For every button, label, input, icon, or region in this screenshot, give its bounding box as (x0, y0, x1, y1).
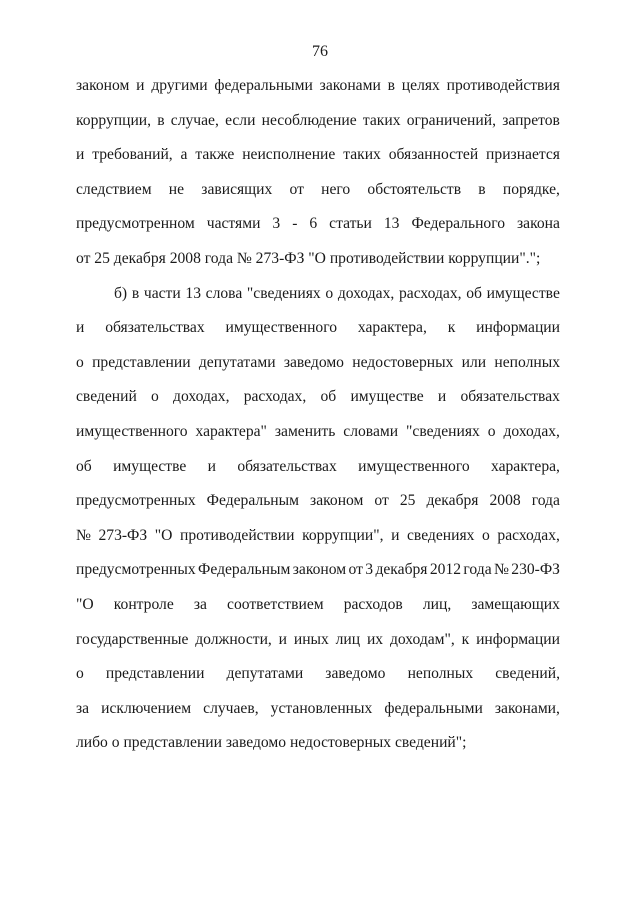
word: сведений, (495, 665, 560, 683)
text-line (76, 380, 560, 415)
word: об (320, 388, 337, 406)
word: б) (114, 284, 128, 302)
word: имуществе (350, 388, 424, 406)
word: о (325, 284, 334, 302)
word: депутатами (198, 353, 276, 371)
word: несоблюдение (261, 111, 357, 129)
word: 3 (365, 561, 374, 579)
word: и (391, 526, 400, 544)
word: представлении (92, 353, 191, 371)
word: ограничений, (406, 111, 496, 129)
word: сведениях (407, 526, 475, 544)
text-line (76, 692, 560, 727)
text-line (76, 484, 560, 519)
text-line (76, 138, 560, 173)
word: предусмотренном (76, 215, 195, 233)
word: и (76, 146, 85, 164)
text-line: либо о представлении заведомо недостоверных сведений"; (76, 734, 467, 752)
word: 2012 (429, 561, 462, 579)
text-line (76, 207, 560, 242)
word: доходах, (337, 284, 395, 302)
word: законами, (494, 699, 560, 717)
word: противодействии (179, 526, 295, 544)
word: об (76, 457, 92, 475)
word: установленных (270, 699, 373, 717)
word: характера" (195, 422, 267, 440)
word: случаев, (203, 699, 259, 717)
word: исключением (101, 699, 192, 717)
word: закона (517, 215, 560, 233)
page-number: 76 (312, 43, 328, 60)
word: и (136, 77, 145, 94)
word: законами (319, 77, 381, 94)
word: расходах, (243, 388, 307, 406)
word: об (466, 284, 482, 302)
word: 6 (309, 215, 318, 233)
word: Федеральным (206, 492, 300, 510)
word: не (168, 180, 185, 198)
word: доходам", (389, 630, 455, 648)
word: имуществе (486, 284, 560, 302)
word: предусмотренных (76, 561, 196, 579)
text-line (76, 415, 560, 450)
word: а (180, 146, 188, 164)
text-line (76, 588, 560, 623)
word: части (143, 284, 181, 302)
text-line (76, 104, 560, 139)
word: неполных (494, 353, 560, 371)
word: противодействия (446, 77, 560, 94)
word: замещающих (471, 595, 560, 613)
word: года (531, 492, 560, 510)
word: федеральными (214, 77, 313, 94)
word: соответствием (227, 595, 324, 613)
word: федеральными (384, 699, 483, 717)
word: "сведениях (246, 284, 321, 302)
word: лиц, (422, 595, 452, 613)
word: обстоятельств (367, 180, 462, 198)
word: их (366, 630, 384, 648)
word: о (76, 665, 84, 683)
text-line (76, 623, 560, 658)
word: обязательствах (237, 457, 337, 475)
word: за (76, 699, 90, 717)
word: и (278, 630, 288, 648)
word: государственные (76, 630, 189, 648)
word: заведомо (283, 353, 344, 371)
word: о (76, 353, 84, 371)
word: случае, (170, 111, 219, 129)
text-line (76, 346, 560, 381)
word: имущественного (76, 422, 188, 440)
word: № (494, 561, 509, 579)
word: в (387, 77, 395, 94)
word: № (76, 526, 91, 544)
text-line (76, 519, 560, 554)
word: недостоверных (352, 353, 454, 371)
word: также (195, 146, 235, 164)
word: запретов (502, 111, 560, 129)
word: обязательствах (460, 388, 560, 406)
word: имуществе (113, 457, 187, 475)
word: в (478, 180, 486, 198)
word: целях (401, 77, 440, 94)
word: или (461, 353, 487, 371)
word: законом (292, 561, 347, 579)
word: обязанностей (388, 146, 479, 164)
text-line (76, 311, 560, 346)
word: порядке, (502, 180, 560, 198)
word: 25 (399, 492, 416, 510)
text-line (76, 277, 560, 312)
word: 273-ФЗ (98, 526, 148, 544)
word: расходах, (497, 526, 560, 544)
word: сведений (76, 388, 137, 406)
word: 13 (383, 215, 400, 233)
word: таких (362, 111, 401, 129)
word: "О (76, 595, 94, 613)
word: неполных (407, 665, 474, 683)
word: частями (206, 215, 261, 233)
word: заведомо (325, 665, 386, 683)
word: зависящих (201, 180, 273, 198)
word: в (131, 284, 140, 302)
word: о (482, 526, 490, 544)
word: 13 (185, 284, 201, 302)
word: Федеральным (198, 561, 291, 579)
word: неисполнение (242, 146, 336, 164)
word: - (292, 215, 298, 233)
word: имущественного (225, 319, 338, 337)
word: имущественного (358, 457, 470, 475)
word: обязательствах (105, 319, 205, 337)
text-line: от 25 декабря 2008 года № 273-ФЗ "О противодействии коррупции"."; (76, 249, 541, 267)
word: "О (154, 526, 173, 544)
word: 3 (272, 215, 281, 233)
word: информации (476, 630, 560, 648)
word: о (487, 422, 496, 440)
word: "сведениях (406, 422, 480, 440)
word: лиц (335, 630, 361, 648)
word: следствием (76, 180, 152, 198)
text-line (76, 553, 560, 588)
word: представлении (105, 665, 205, 683)
word: декабря (375, 561, 428, 579)
word: депутатами (226, 665, 304, 683)
word: 2008 (489, 492, 521, 510)
word: заменить (274, 422, 336, 440)
text-line (76, 450, 560, 485)
word: Федерального (411, 215, 506, 233)
word: и (76, 319, 85, 337)
word: статьи (329, 215, 372, 233)
word: словами (343, 422, 399, 440)
text-line (76, 173, 560, 208)
word: должности, (195, 630, 272, 648)
word: требований, (92, 146, 173, 164)
word: таких (343, 146, 381, 164)
word: характера, (357, 319, 427, 337)
word: о (151, 388, 159, 406)
word: доходах, (173, 388, 230, 406)
word: от (289, 180, 304, 198)
word: информации (476, 319, 560, 337)
word: слова (205, 284, 243, 302)
word: декабря (426, 492, 479, 510)
word: другими (151, 77, 208, 94)
text-line (76, 69, 560, 104)
text-line (76, 657, 560, 692)
word: расходах, (398, 284, 462, 302)
word: и (437, 388, 447, 406)
word: законом (310, 492, 364, 510)
word: и (207, 457, 217, 475)
word: года (463, 561, 492, 579)
word: коррупции", (302, 526, 384, 544)
word: расходов (343, 595, 403, 613)
word: 230-ФЗ (511, 561, 560, 579)
document-body (76, 69, 560, 761)
word: предусмотренных (76, 492, 196, 510)
word: в (157, 111, 165, 129)
word: коррупции, (76, 111, 152, 129)
word: него (321, 180, 351, 198)
word: доходах, (503, 422, 560, 440)
word: если (225, 111, 256, 129)
word: иных (293, 630, 329, 648)
word: признается (486, 146, 560, 164)
word: контроле (113, 595, 174, 613)
word: за (193, 595, 207, 613)
word: к (447, 319, 456, 337)
word: характера, (491, 457, 560, 475)
word: от (348, 561, 363, 579)
word: законом (76, 77, 130, 94)
word: от (374, 492, 389, 510)
word: к (461, 630, 470, 648)
